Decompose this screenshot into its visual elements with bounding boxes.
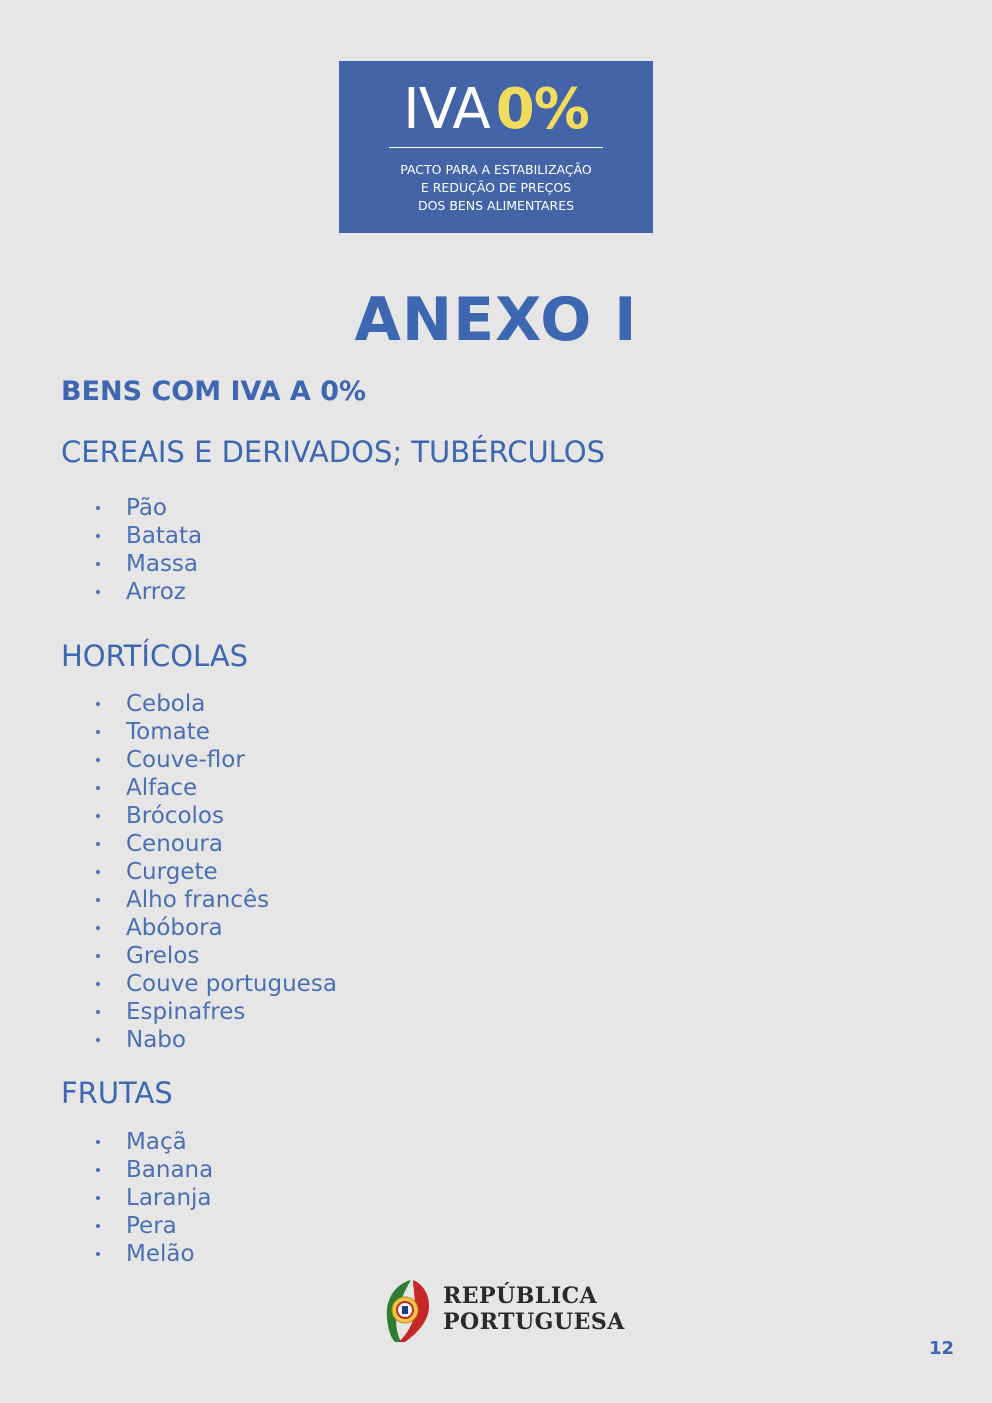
page-number: 12 [928,1338,954,1359]
logo-divider [389,147,603,148]
bullet-icon [96,506,100,510]
list-item-label: Banana [126,1157,214,1183]
bullet-icon [96,758,100,762]
list-item-label: Pera [126,1213,177,1239]
list-item-label: Abóbora [126,915,223,941]
list-item-label: Arroz [126,579,186,605]
page-subtitle: BENS COM IVA A 0% [61,376,367,407]
logo-subtitle-line: E REDUÇÃO DE PREÇOS [420,180,572,195]
list-item-label: Cenoura [126,831,223,857]
list-item-label: Grelos [126,943,200,969]
bullet-icon [96,590,100,594]
bullet-icon [96,702,100,706]
list-item-label: Tomate [126,719,210,745]
bullet-icon [96,1168,100,1172]
bullet-icon [96,898,100,902]
footer-line-2: PORTUGUESA [443,1309,625,1335]
logo-subtitle-line: PACTO PARA A ESTABILIZAÇÃO [400,162,592,177]
section-heading-frutas: FRUTAS [61,1076,173,1110]
iva-logo [339,61,653,233]
list-item-label: Alho francês [126,887,270,913]
logo-title-main: IVA [403,77,490,142]
bullet-icon [96,982,100,986]
logo-subtitle [339,161,653,215]
list-item-label: Melão [126,1241,195,1267]
list-item-label: Alface [126,775,198,801]
bullet-icon [96,1196,100,1200]
footer-text [443,1283,625,1335]
logo-subtitle-line: DOS BENS ALIMENTARES [417,198,575,213]
bullet-icon [96,926,100,930]
list-item-label: Couve-flor [126,747,245,773]
bullet-icon [96,1038,100,1042]
bullet-icon [96,954,100,958]
list-item-label: Nabo [126,1027,186,1053]
list-item-label: Batata [126,523,203,549]
list-item-label: Laranja [126,1185,212,1211]
bullet-icon [96,534,100,538]
list-item-label: Pão [126,495,168,521]
bullet-icon [96,786,100,790]
bullet-icon [96,814,100,818]
bullet-icon [96,1140,100,1144]
logo-title [339,77,653,143]
bullet-icon [96,1224,100,1228]
list-item-label: Curgete [126,859,218,885]
list-item-label: Couve portuguesa [126,971,337,997]
list-item-label: Cebola [126,691,206,717]
page-title: ANEXO I [354,285,638,355]
section-heading-cereais: CEREAIS E DERIVADOS; TUBÉRCULOS [61,435,606,469]
list-item-label: Brócolos [126,803,224,829]
bullet-icon [96,730,100,734]
republica-portuguesa-logo [383,1278,625,1344]
bullet-icon [96,562,100,566]
portugal-emblem-icon [383,1278,433,1344]
footer-line-1: REPÚBLICA [443,1283,598,1309]
list-item-label: Espinafres [126,999,246,1025]
list-item-label: Massa [126,551,198,577]
bullet-icon [96,1252,100,1256]
bullet-icon [96,1010,100,1014]
section-heading-horticolas: HORTÍCOLAS [61,639,249,673]
logo-title-accent: 0% [495,77,589,142]
list-item-label: Maçã [126,1129,187,1155]
bullet-icon [96,842,100,846]
bullet-icon [96,870,100,874]
